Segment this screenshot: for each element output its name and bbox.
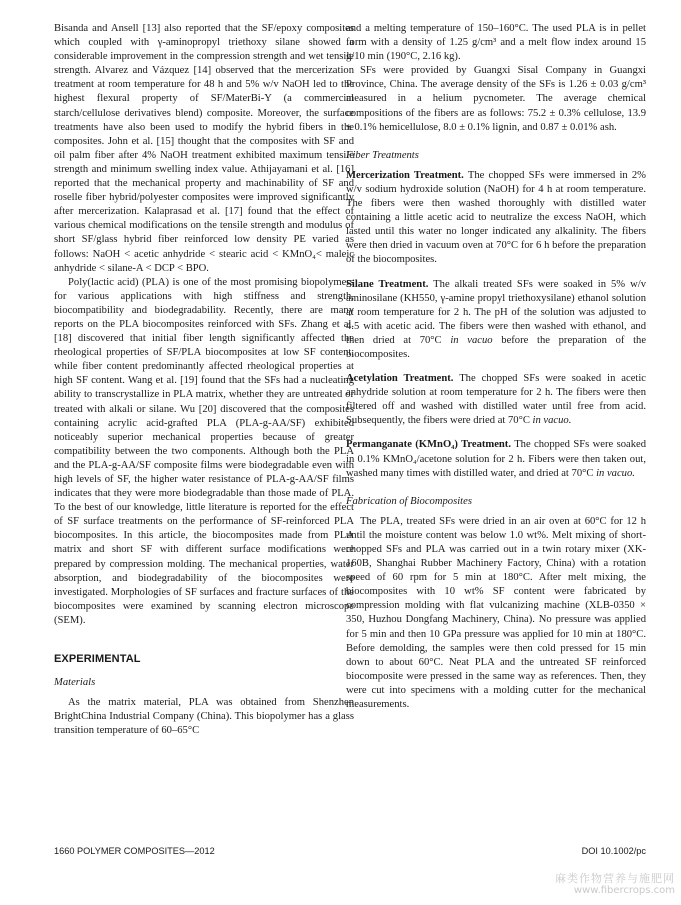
body-paragraph: As the matrix material, PLA was obtained from Shenzhen BrightChina Industrial Company (China). This biopolymer has a glass transition temperature of 60–65°C [54,697,354,737]
runin-heading: Mercerization Treatment. [346,169,464,181]
body-paragraph: The PLA, treated SFs were dried in an air oven at 60°C for 12 h until the moisture content was below 1.0 wt%. Melt mixing of short-chopped SFs and PLA was carried out in a twin rotary mixer (XK-160B, Shanghai Rubber Machinery Factory, China) with a rotation speed of 60 rpm for 5 min at 180°C. After melt mixing, the biocomposites with 10 wt% SF content were fabricated by compression molding with flat vulcanizing machine (XLB-0350 × 350, Huzhou Dongfang Machinery, China). No pressure was applied for 5 min and then 10 GPa pressure was applied for 10 min at 180°C. Before demolding, the samples were then cold pressed for 15 min down to about 60°C. Neat PLA and the untreated SF reinforced biocomposite were pressed in the same way as references. Then, they were cut into specimens with a molding cutter for the mechanical measurements. [346,515,646,711]
treatment-text: The chopped SFs were soaked in 0.1% KMnO₄/acetone solution for 2 h. Fibers were then taken out, washed many times with distilled water, and dried at 70°C [346,439,646,479]
page-footer-doi: DOI 10.1002/pc [581,846,646,856]
italic-term: in vacuo. [532,415,572,427]
page-footer-left: 1660 POLYMER COMPOSITES—2012 [54,846,215,856]
treatment-paragraph [346,278,646,363]
treatment-paragraph [346,169,646,268]
right-column [346,22,646,712]
treatment-text: before the preparation of the biocomposites. [346,334,647,360]
treatment-paragraph [346,438,646,480]
runin-heading: Silane Treatment. [346,278,429,290]
runin-heading: Acetylation Treatment. [346,373,454,385]
italic-term: in vacuo [450,334,493,346]
subsection-heading: Fabrication of Biocomposites [346,495,472,507]
body-paragraph: Bisanda and Ansell [13] also reported that the SF/epoxy composites which coupled with γ-aminopropyl triethoxy silane showed a considerable improvement in the compression strength and wet tensile strength. Alvarez and Vázquez [14] observed that the mercerization treatment at room temperature for 48 h and 5% w/v NaOH led to the highest flexural property of SF/MaterBi-Y (a commercial starch/cellulose derivatives blend) composite. Moreover, the surface treatments have also been used to modify the hybrid fibers in the composites. John et al. [15] thought that the composites with SF and oil palm fiber after 4% NaOH treatment exhibited maximum tensile strength and minimum swelling index value. Athijayamani et al. [16] reported that the mechanical property and machinability of SF and roselle fiber hybrid/polyester composites were improved significantly after mercerization. Kalaprasad et al. [17] found that the effect of various chemical modifications on the tensile strength and modulus of short SF/glass hybrid fiber reinforced low density PE varied as follows: NaOH < acetic anhydride < stearic acid < KMnO₄< maleic anhydride < silane-A < DCP < BPO. [54,23,354,274]
body-paragraph: Poly(lactic acid) (PLA) is one of the most promising biopolymers for various applications with high stiffness and strength, biocompatibility and biodegradability. Recently, there are many reports on the PLA biocomposites reinforced with SFs. Zhang et al. [18] discovered that initial fiber length significantly affected the rheological properties of SF/PLA biocomposites at low SF content, while fiber content predominantly affected rheological properties at high SF content. Wang et al. [19] found that the SFs had a nucleating ability to transcrystallize in PLA matrix, whether they are untreated or treated with alkali or silane. Wu [20] discovered that the composites containing acrylic acid-grafted PLA (PLA-g-AA/SF) exhibited noticeably superior mechanical properties because of greater compatibility between the two components. Although both the PLA and the PLA-g-AA/SF composite films were biodegradable even with high levels of SF, the higher water resistance of PLA-g-AA/SF films indicates that they were more biodegradable than those made of PLA. To the best of our knowledge, little literature is reported for the effect of SF surface treatments on the performance of SF-reinforced PLA biocomposites. In this article, the biocomposites made from PLA matrix and short SF with different surface modifications were prepared by compression molding. The mechanical properties, water absorption, and biodegradability of the biocomposites were investigated. Morphologies of SF surfaces and fracture surfaces of the biocomposites were examined by scanning electron microscope (SEM). [54,276,354,626]
subsection-heading: Fiber Treatments [346,149,419,161]
site-watermark [555,873,675,897]
italic-term: in vacuo. [596,467,635,479]
body-paragraph: and a melting temperature of 150–160°C. The used PLA is in pellet form with a density of 1.25 g/cm³ and a melt flow index around 15 g/10 min (190°C, 2.16 kg). [346,23,646,63]
section-heading: EXPERIMENTAL [54,653,141,666]
subsection-heading: Materials [54,677,96,689]
runin-heading: Permanganate (KMnO₄) Treatment. [346,439,511,451]
watermark-url: www.fibercrops.com [573,885,675,896]
body-paragraph: SFs were provided by Guangxi Sisal Company in Guangxi Province, China. The average density of the SFs is 1.26 ± 0.03 g/cm³ measured in a helium pycnometer. The average chemical compositions of the fibers are as follows: 75.2 ± 0.3% cellulose, 13.9 ± 0.1% hemicellulose, 8.0 ± 0.1% lignin, and 0.87 ± 0.01% ash. [346,65,646,133]
treatment-text: The alkali treated SFs were soaked in 5% w/v aminosilane (KH550, γ-amine propyl triethoxysilane) ethanol solution at room temperature for 2 h. The pH of the solution was adjusted to 4.5 with acetic acid. The fibers were then washed with ethanol, and then dried at 70°C [346,278,646,346]
watermark-title: 麻类作物营养与施肥网 [555,872,675,885]
treatment-paragraph [346,372,646,428]
left-column [54,22,354,739]
treatment-text: The chopped SFs were soaked in acetic anhydride solution at room temperature for 2 h. The fibers were then filtered off and washed with distilled water until free from acid. Subsequently, the fibers were dried at 70°C [346,373,646,427]
treatment-text: The chopped SFs were immersed in 2% w/v sodium hydroxide solution (NaOH) for 4 h at room temperature. The fibers were then washed thoroughly with distilled water containing a little acetic acid to neutralize the excess NaOH, which lasted until this water no longer indicated any alkalinity. The fibers were then dried in vacuum oven at 70°C for 6 h before the preparation of the biocomposites. [346,169,647,266]
